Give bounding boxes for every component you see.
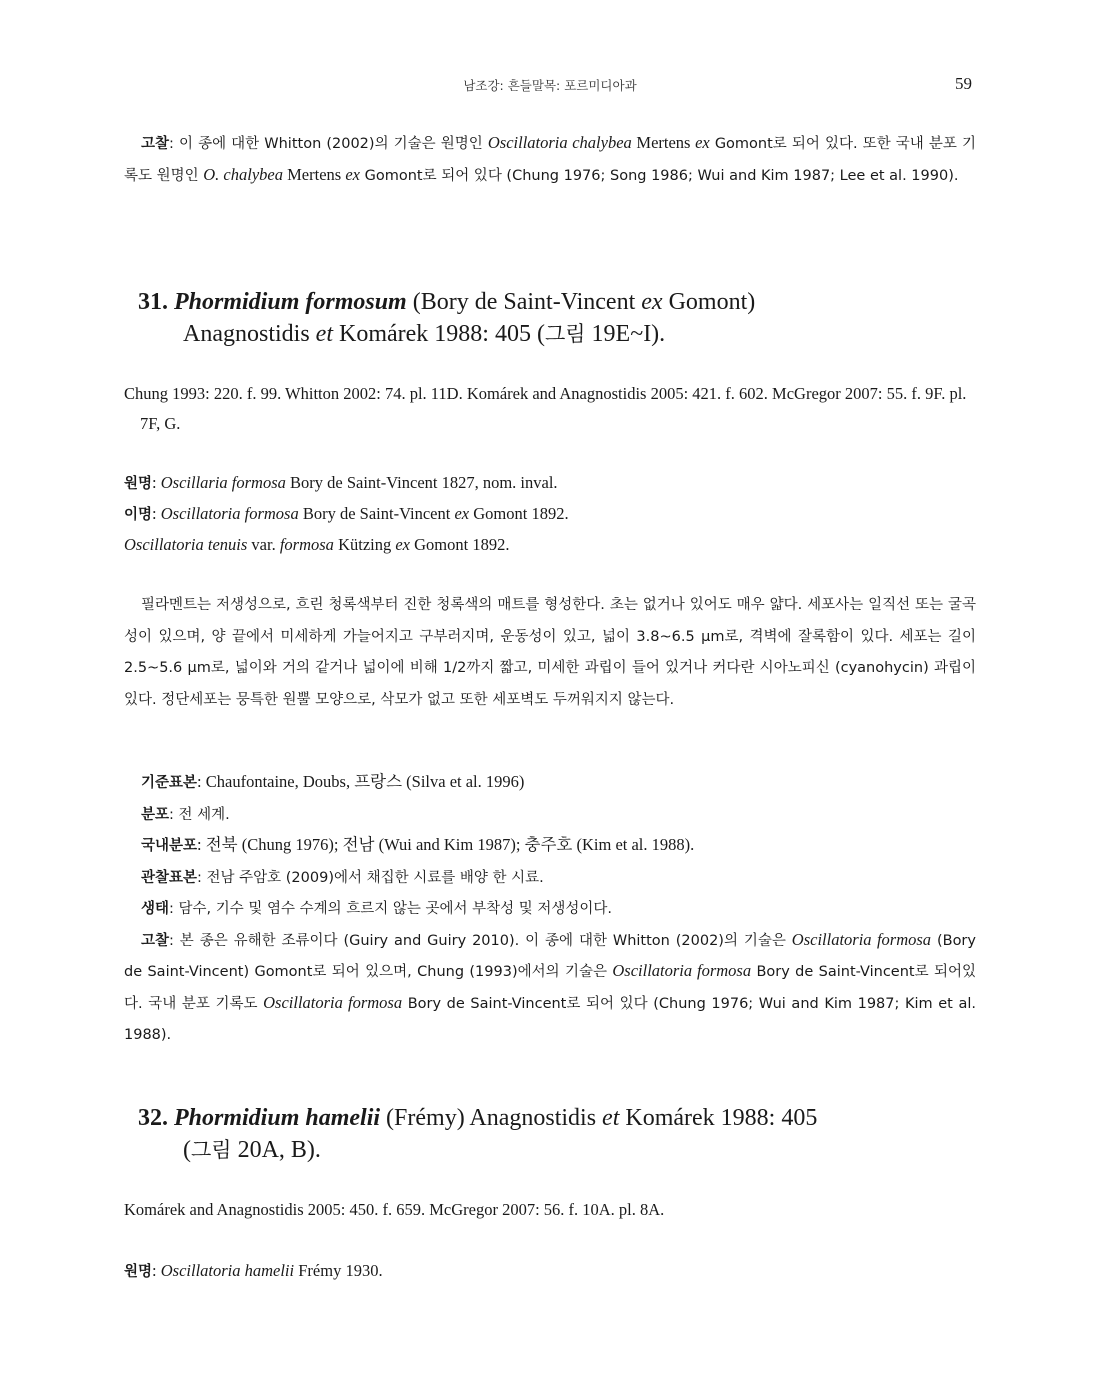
synonym-line: 이명: Oscillatoria formosa Bory de Saint-Vincent ex Gomont 1892. <box>124 504 569 523</box>
basionym-line: 원명: Oscillatoria hamelii Frémy 1930. <box>124 1261 383 1280</box>
species-number: 31. <box>138 289 168 315</box>
species-number: 32. <box>138 1105 168 1131</box>
species-32-synonymy <box>124 1256 976 1287</box>
species-32-references: Komárek and Anagnostidis 2005: 450. f. 659. McGregor 2007: 56. f. 10A. pl. 8A. <box>124 1200 665 1219</box>
species-name: Phormidium formosum <box>174 289 407 315</box>
observed-specimen-line: 관찰표본: 전남 주암호 (2009)에서 채집한 시료를 배양 한 시료. <box>141 869 544 886</box>
species-32-heading: 32. Phormidium hamelii (Frémy) Anagnostidis et Komárek 1988: 405 (그림 20A, B). <box>138 1105 818 1163</box>
type-specimen-line: 기준표본: Chaufontaine, Doubs, 프랑스 (Silva et al. 1996) <box>141 772 525 791</box>
running-head: 남조강: 흔들말목: 포르미디아과 <box>463 78 637 93</box>
species-31-heading: 31. Phormidium formosum (Bory de Saint-Vincent ex Gomont) Anagnostidis et Komárek 1988: 405 (그림 19E~I). <box>138 289 756 347</box>
basionym-line: 원명: Oscillaria formosa Bory de Saint-Vincent 1827, nom. inval. <box>124 473 558 492</box>
species-name: Phormidium hamelii <box>174 1105 381 1131</box>
ecology-line: 생태: 담수, 기수 및 염수 수계의 흐르지 않는 곳에서 부착성 및 저생성이다. <box>141 901 613 917</box>
intro-remark-paragraph: 고찰: 이 종에 대한 Whitton (2002)의 기술은 원명인 Oscillatoria chalybea Mertens ex Gomont로 되어 있다. 또한 국내 분포 기록도 원명인 O. chalybea Mertens ex Gomont로 되어 있다 (Chung 1976; Song 1986; Wui and Kim 1987; Lee et al. 1990). <box>124 133 977 184</box>
species-31-synonymy <box>124 468 976 560</box>
species-31-description: 필라멘트는 저생성으로, 흐린 청록색부터 진한 청록색의 매트를 형성한다. 초는 없거나 있어도 매우 얇다. 세포사는 일직선 또는 굴곡성이 있으며, 양 끝에서 미세하게 가늘어지고 구부러지며, 운동성이 있고, 넓이 3.8~6.5 μm로, 격벽에 잘록함이 있다. 세포는 길이 2.5~5.6 μm로, 넓이와 거의 같거나 넓이에 비해 1/2까지 짧고, 미세한 과립이 들어 있거나 커다란 시아노피신 (cyanohycin) 과립이 있다. 정단세포는 뭉특한 원뿔 모양으로, 삭모가 없고 또한 세포벽도 두꺼워지지 않는다. <box>124 597 976 708</box>
page-number: 59 <box>955 74 972 93</box>
species-31-remark: 고찰: 본 종은 유해한 조류이다 (Guiry and Guiry 2010). 이 종에 대한 Whitton (2002)의 기술은 Oscillatoria formosa (Bory de Saint-Vincent) Gomont로 되어 있으며, Chung (1993)에서의 기술은 Oscillatoria formosa Bory de Saint-Vincent로 되어있다. 국내 분포 기록도 Oscillatoria formosa Bory de Saint-Vincent로 되어 있다 (Chung 1976; Wui and Kim 1987; Kim et al. 1988). <box>124 929 976 1043</box>
distribution-line: 분포: 전 세계. <box>141 806 230 823</box>
remark-label: 고찰 <box>141 136 170 152</box>
synonym-line-2: Oscillatoria tenuis var. formosa Kützing ex Gomont 1892. <box>124 535 510 554</box>
species-31-references: Chung 1993: 220. f. 99. Whitton 2002: 74. pl. 11D. Komárek and Anagnostidis 2005: 421. f. 602. McGregor 2007: 55. f. 9F. pl. 7F, G. <box>124 384 967 433</box>
species-31-info <box>124 767 976 1051</box>
korean-distribution-line: 국내분포: 전북 (Chung 1976); 전남 (Wui and Kim 1987); 충주호 (Kim et al. 1988). <box>141 835 695 854</box>
